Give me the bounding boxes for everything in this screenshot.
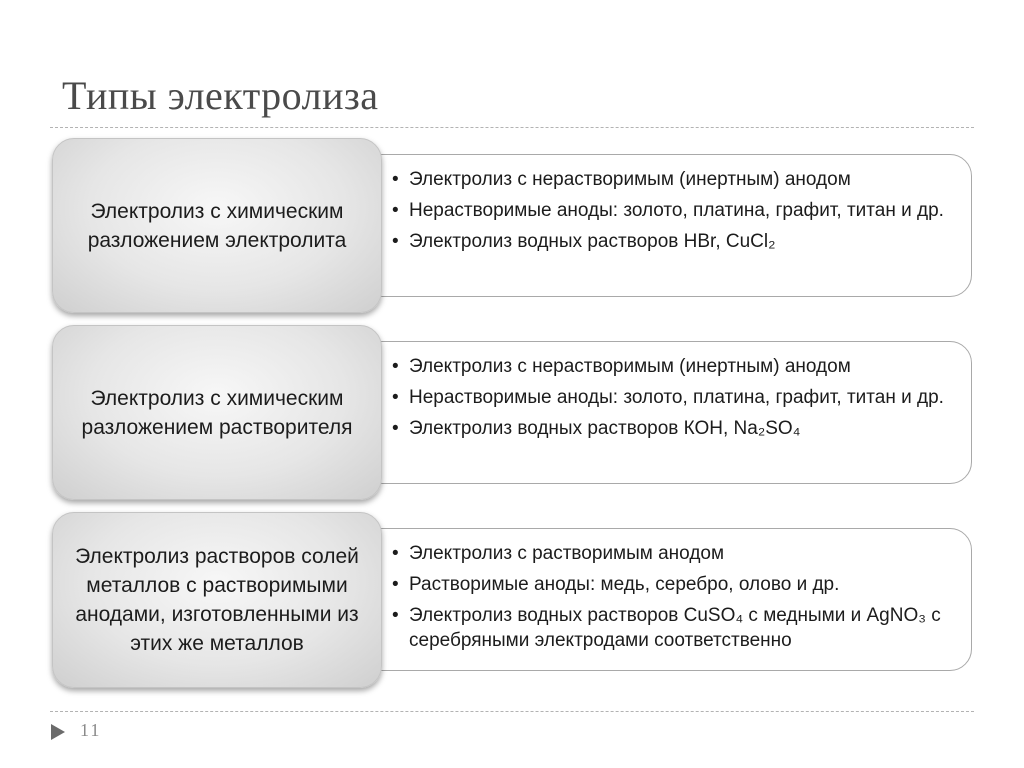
bullet-icon: • [392, 574, 399, 595]
bullet-icon: • [392, 231, 399, 252]
detail-box-electrolyte [350, 154, 972, 297]
footer-divider [50, 711, 974, 712]
detail-box-soluble-anode [350, 528, 972, 671]
list-item: • Электролиз водных растворов КОН, Na₂SO₄ [392, 418, 801, 439]
list-item: • Электролиз водных растворов HBr, CuCl₂ [392, 231, 776, 252]
list-item: • Электролиз с растворимым анодом [392, 543, 725, 564]
list-item: • Электролиз водных растворов CuSO₄ с медными и AgNO₃ с серебряными электродами соответственно [392, 605, 941, 651]
bullet-icon: • [392, 356, 399, 377]
label-box-solvent [52, 325, 382, 500]
page-number: 11 [80, 720, 102, 740]
bullet-icon: • [392, 543, 399, 564]
detail-box-solvent [350, 341, 972, 484]
label-text: Электролиз с химическим разложением электролита [87, 199, 347, 252]
list-item: • Нерастворимые аноды: золото, платина, графит, титан и др. [392, 200, 944, 221]
bullet-icon: • [392, 387, 399, 408]
triangle-right-icon [51, 724, 65, 740]
list-item: • Растворимые аноды: медь, серебро, олово и др. [392, 574, 840, 595]
detail-list [351, 155, 971, 254]
list-item: • Электролиз с нерастворимым (инертным) анодом [392, 356, 851, 377]
label-box-soluble-anode [52, 512, 382, 688]
label-text: Электролиз растворов солей металлов с растворимыми анодами, изготовленными из этих же металлов [75, 545, 359, 655]
bullet-icon: • [392, 169, 399, 190]
detail-list [351, 529, 971, 653]
label-box-electrolyte [52, 138, 382, 313]
list-item: • Нерастворимые аноды: золото, платина, графит, титан и др. [392, 387, 944, 408]
label-text: Электролиз с химическим разложением растворителя [81, 386, 353, 439]
list-item: • Электролиз с нерастворимым (инертным) анодом [392, 169, 851, 190]
slide-title: Типы электролиза [62, 73, 379, 118]
bullet-icon: • [392, 605, 399, 626]
bullet-icon: • [392, 418, 399, 439]
title-divider [50, 127, 974, 128]
detail-list [351, 342, 971, 441]
bullet-icon: • [392, 200, 399, 221]
